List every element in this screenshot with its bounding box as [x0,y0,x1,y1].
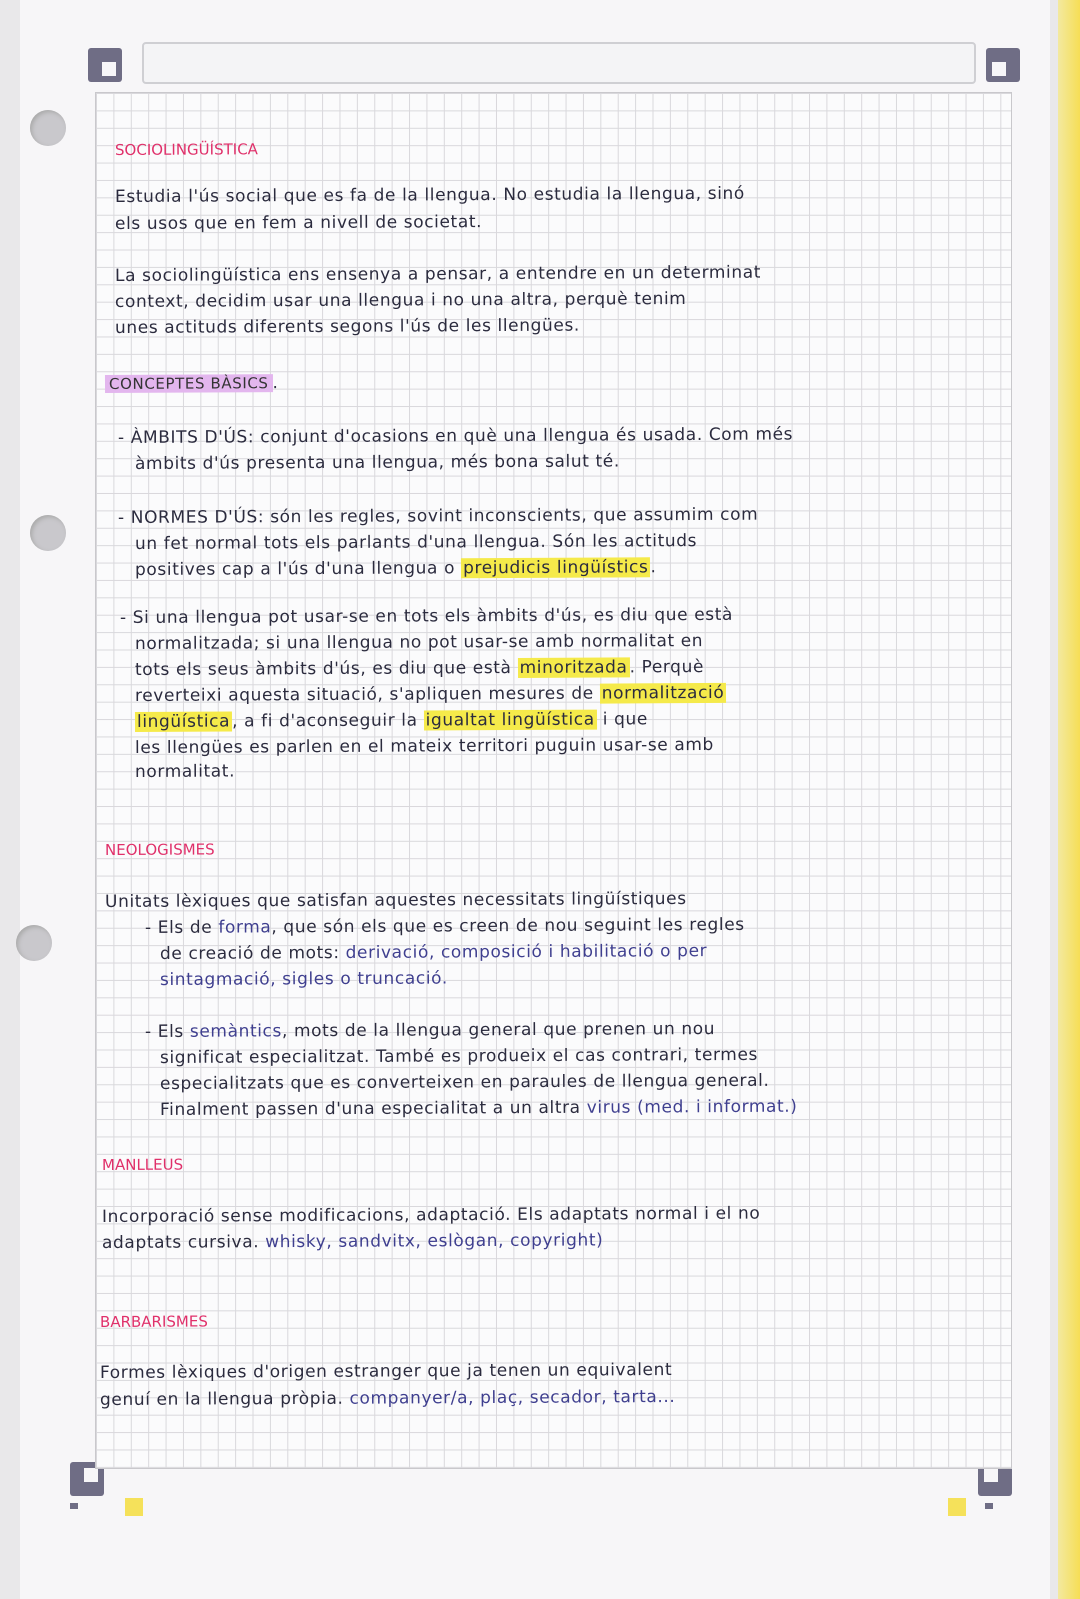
punch-hole [30,110,66,146]
note-text: significat especialitzat. També es produeix el cas contrari, termes [159,1044,758,1068]
note-text: semàntics [189,1021,282,1042]
highlighted-text: normalització [601,682,725,704]
note-line [115,316,580,338]
note-text: . [650,557,657,578]
highlighted-text: lingüística [136,711,231,732]
note-line [160,968,448,990]
note-text: especialitzats que es converteixen en paraules de llengua general. [159,1070,770,1094]
note-line [135,557,657,580]
note-text: positives cap a l'ús d'una llengua o [134,558,462,580]
note-text: àmbits d'ús presenta una llengua, més bona salut té. [134,451,620,474]
yellow-square-marker [125,1498,143,1516]
note-text: La sociolingüística ens ensenya a pensar, a entendre en un determinat [114,262,762,286]
corner-dash-icon [70,1503,78,1509]
note-text: forma [218,917,272,938]
corner-dash-icon [985,1503,993,1509]
note-text: . Perquè [629,657,705,678]
note-text: Unitats lèxiques que satisfan aquestes necessitats lingüístiques [104,888,687,912]
note-text: unes actituds diferents segons l'ús de les llengües. [114,315,580,338]
note-text: companyer/a, plaç, secador, tarta... [349,1386,676,1409]
note-text: Estudia l'ús social que es fa de la llengua. No estudia la llengua, sinó [114,183,745,207]
section-heading [100,1311,208,1332]
note-text: context, decidim usar una llengua i no una altra, perquè tenim [114,289,687,312]
note-line [100,1387,676,1410]
note-line [160,1045,758,1068]
note-text: , a fi d'aconseguir la [232,710,424,732]
note-text: un fet normal tots els parlants d'una llengua. Són les actituds [134,531,698,554]
note-line [135,683,726,706]
note-line [160,941,707,964]
note-line [135,709,648,732]
note-line [118,424,793,448]
highlighted-text: minoritzada [519,657,628,678]
note-line [160,1071,770,1094]
note-line [135,657,704,680]
section-heading [102,1155,183,1175]
section-heading [105,373,279,394]
note-text: de creació de mots: [159,943,346,964]
note-text: i que [596,709,648,730]
note-text: - NORMES D'ÚS: són les regles, sovint inconscients, que assumim com [117,504,759,528]
note-line [120,605,733,628]
note-line [115,184,745,207]
note-line [115,212,482,234]
note-text: normalitzada; si una llengua no pot usar-se amb normalitat en [134,631,704,654]
note-text: tots els seus àmbits d'ús, es diu que està [134,657,518,680]
note-text: Formes lèxiques d'origen estranger que ja tenen un equivalent [99,1360,673,1383]
note-text: genuí en la llengua pròpia. [99,1388,350,1410]
note-line [135,631,703,654]
note-text: Incorporació sense modificacions, adaptació. Els adaptats normal i el no [101,1203,761,1227]
note-line [145,915,745,938]
note-line [145,1019,715,1042]
note-line [115,263,761,286]
note-line [105,889,687,912]
header-title-box [142,42,976,84]
yellow-square-marker [948,1498,966,1516]
note-line [135,531,697,554]
section-heading [115,139,258,160]
note-text: - Els de [144,917,219,938]
note-text: - Els [144,1021,190,1042]
corner-mark-icon [986,48,1020,82]
note-text: SOCIOLINGÜÍSTICA [114,140,258,159]
note-text: les llengües es parlen en el mateix territori puguin usar-se amb [134,734,714,758]
note-text: sintagmació, sigles o truncació. [159,968,448,990]
punch-hole [16,925,52,961]
highlighted-text: CONCEPTES BÀSICS [105,374,273,393]
punch-hole [30,515,66,551]
section-heading [105,839,215,860]
note-line [100,1360,672,1383]
note-text: virus (med. i informat.) [586,1096,798,1118]
yellow-folder-edge [1058,0,1080,1599]
note-line [135,761,235,782]
highlighted-text: prejudicis lingüístics [463,557,649,579]
note-text: reverteixi aquesta situació, s'apliquen mesures de [134,683,600,706]
note-text: NEOLOGISMES [104,840,215,859]
note-line [102,1204,760,1227]
note-text: MANLLEUS [101,1155,184,1174]
note-line [102,1230,603,1253]
note-text: , mots de la llengua general que prenen un nou [281,1019,716,1042]
note-text: els usos que en fem a nivell de societat. [114,212,483,234]
note-line [135,451,620,474]
corner-mark-icon [88,48,122,82]
note-text: Finalment passen d'una especialitat a un altra [159,1097,587,1120]
note-text: - Si una llengua pot usar-se en tots els àmbits d'ús, es diu que està [119,604,734,628]
note-text: derivació, composició i habilitació o per [345,941,708,964]
note-text: BARBARISMES [99,1312,208,1331]
note-text: normalitat. [134,761,236,782]
note-line [115,289,687,312]
note-text: adaptats cursiva. [101,1232,266,1253]
note-line [135,735,714,758]
note-text: . [272,373,279,394]
note-line [160,1097,798,1120]
note-line [118,505,758,528]
note-text: whisky, sandvitx, eslògan, copyright) [265,1230,604,1253]
note-text: - ÀMBITS D'ÚS: conjunt d'ocasions en què una llengua és usada. Com més [117,424,794,448]
note-text: , que són els que es creen de nou seguint les regles [271,914,745,938]
highlighted-text: igualtat lingüística [425,709,595,731]
